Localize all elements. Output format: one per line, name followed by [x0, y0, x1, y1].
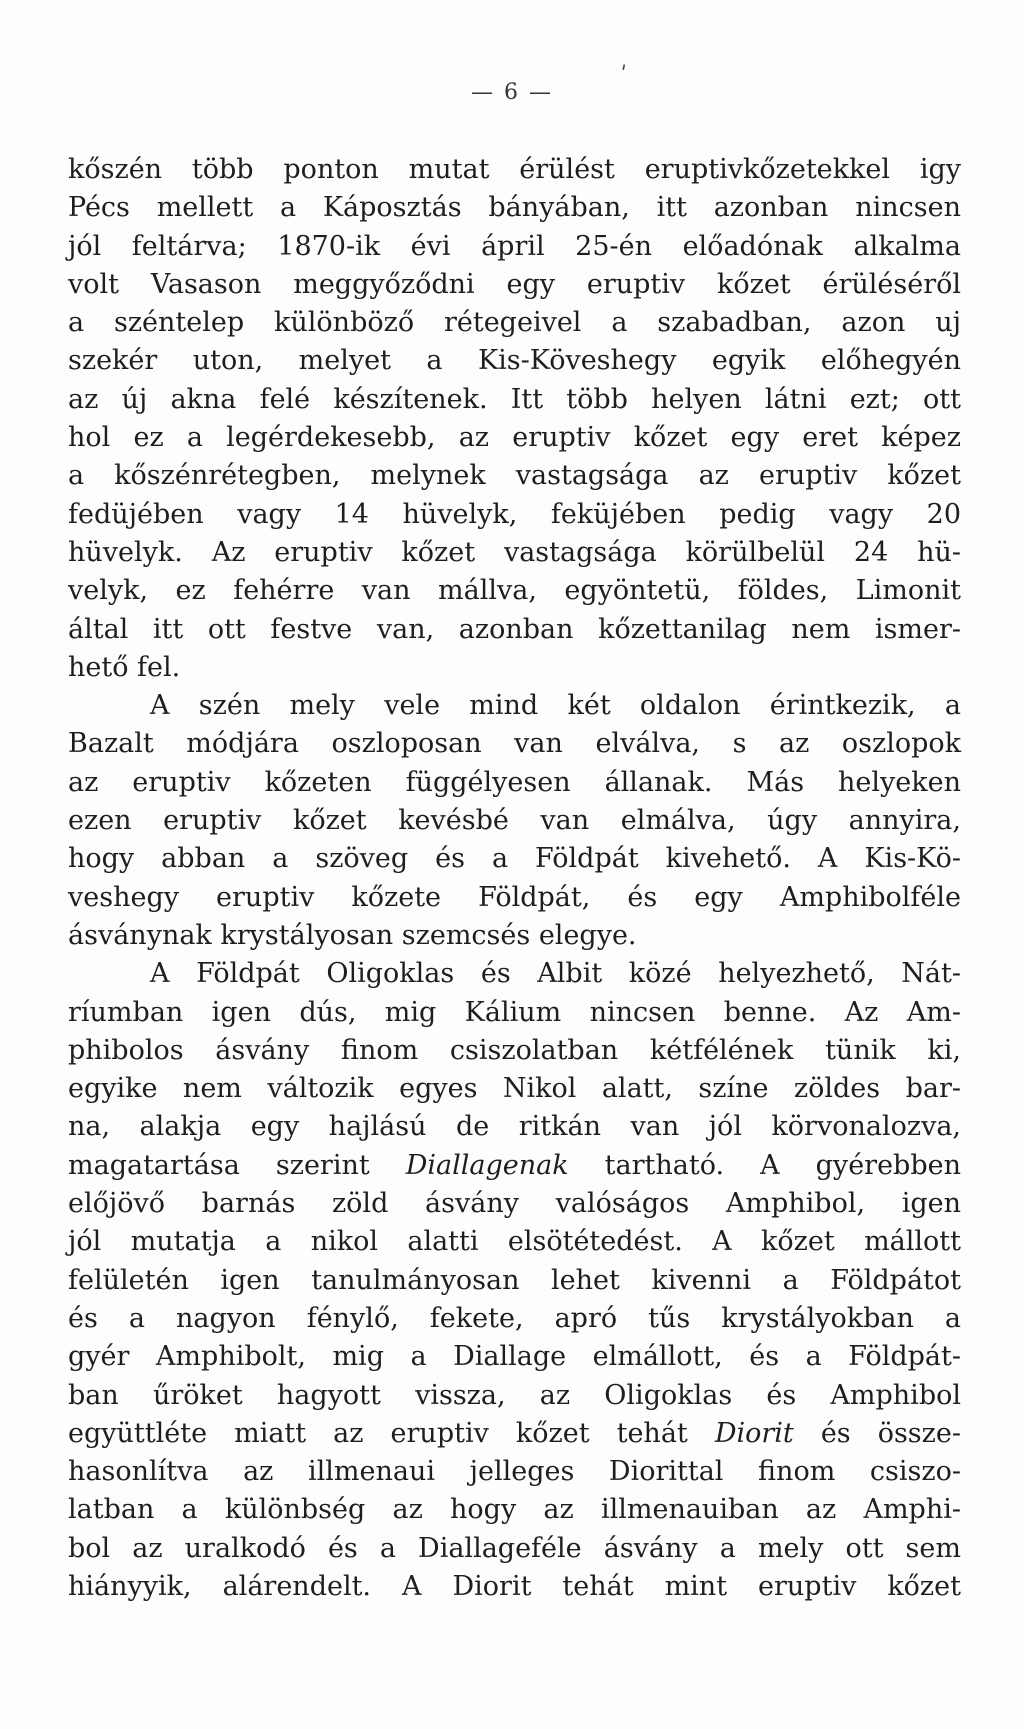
text-line: veshegy eruptiv kőzete Földpát, és egy Amphibolféle [68, 881, 961, 913]
text-line: velyk, ez fehérre van mállva, egyöntetü, földes, Limonit [68, 575, 961, 607]
text-line: gyér Amphibolt, mig a Diallage elmállott, és a Földpát- [68, 1341, 961, 1373]
italic-term: Diallagenak [405, 1149, 569, 1181]
italic-term: Diorit [714, 1417, 794, 1449]
text-line: előjövő barnás zöld ásvány valóságos Amphibol, igen [68, 1188, 961, 1220]
text-line: na, alakja egy hajlású de ritkán van jól körvonalozva, [68, 1111, 961, 1143]
text-line: szekér uton, melyet a Kis-Köveshegy egyik előhegyén [68, 345, 961, 377]
text-line: ásványnak krystályosan szemcsés elegye. [68, 919, 637, 951]
text-line: együttléte miatt az eruptiv kőzet tehát Diorit és össze- [68, 1417, 961, 1449]
text-line: jól feltárva; 1870-ik évi ápril 25-én előadónak alkalma [68, 230, 961, 262]
text-line: Bazalt módjára oszloposan van elválva, s az oszlopok [68, 728, 961, 760]
text-line: kőszén több ponton mutat érülést eruptivkőzetekkel igy [68, 154, 961, 185]
paragraph-start-line: A Földpát Oligoklas és Albit közé helyezhető, Nát- [150, 958, 961, 990]
page-number: — 6 — [471, 80, 553, 105]
body-text [68, 151, 961, 1606]
text-line: az új akna felé készítenek. Itt több helyen látni ezt; ott [68, 383, 961, 415]
text-line: a széntelep különböző rétegeivel a szabadban, azon uj [68, 307, 961, 339]
text-line: és a nagyon fénylő, fekete, apró tűs krystályokban a [68, 1302, 961, 1334]
text-line: hogy abban a szöveg és a Földpát kivehető. A Kis-Kö- [68, 843, 961, 875]
margin-mark: ' [617, 59, 628, 85]
text-line: az eruptiv kőzeten függélyesen állanak. Más helyeken [68, 766, 961, 798]
text-line: hiányyik, alárendelt. A Diorit tehát mint eruptiv kőzet [68, 1570, 961, 1602]
text-line: hető fel. [68, 651, 181, 683]
text-line: a kőszénrétegben, melynek vastagsága az eruptiv kőzet [68, 460, 961, 492]
text-line: volt Vasason meggyőződni egy eruptiv kőzet érüléséről [68, 268, 961, 300]
text-line: ríumban igen dús, mig Kálium nincsen benne. Az Am- [68, 996, 961, 1028]
text-line: magatartása szerint Diallagenak tartható. A gyérebben [68, 1149, 961, 1181]
text-line: hüvelyk. Az eruptiv kőzet vastagsága körülbelül 24 hü- [68, 536, 961, 568]
text-line: phibolos ásvány finom csiszolatban kétfélének tünik ki, [68, 1034, 961, 1066]
text-line: felületén igen tanulmányosan lehet kivenni a Földpátot [68, 1264, 961, 1296]
text-line: hasonlítva az illmenaui jelleges Diorittal finom csiszo- [68, 1456, 961, 1488]
text-line: egyike nem változik egyes Nikol alatt, színe zöldes bar- [68, 1073, 961, 1105]
text-line: jól mutatja a nikol alatti elsötétedést. A kőzet mállott [68, 1226, 961, 1258]
text-line: ezen eruptiv kőzet kevésbé van elmálva, úgy annyira, [68, 805, 961, 837]
text-line: fedüjében vagy 14 hüvelyk, feküjében pedig vagy 20 [68, 498, 961, 530]
text-line: által itt ott festve van, azonban kőzettanilag nem ismer- [68, 613, 961, 645]
text-line: hol ez a legérdekesebb, az eruptiv kőzet egy eret képez [68, 422, 961, 454]
text-line: latban a különbség az hogy az illmenauiban az Amphi- [68, 1494, 961, 1526]
text-line: ban űröket hagyott vissza, az Oligoklas és Amphibol [68, 1379, 961, 1411]
text-line: Pécs mellett a Káposztás bányában, itt azonban nincsen [68, 192, 961, 224]
text-line: bol az uralkodó és a Diallageféle ásvány a mely ott sem [68, 1532, 961, 1564]
paragraph-start-line: A szén mely vele mind két oldalon érintkezik, a [150, 690, 961, 722]
